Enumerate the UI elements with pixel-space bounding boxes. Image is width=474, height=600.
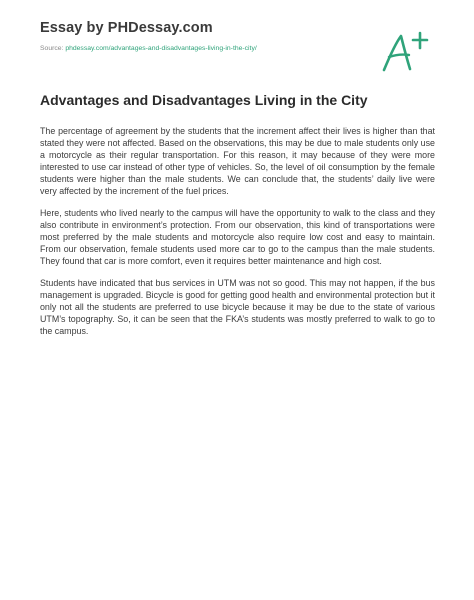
essay-paragraph: Here, students who lived nearly to the campus will have the opportunity to walk to the class and they also contribute in environment’s protection. From our observation, this kind of transportations were most preferred by the male students and motorcycle also require low cost and easy to maintain. From our observation, female students used more car to go to the campus than the male students. They found that car is more comfort, even it requires better maintenance and high cost. [40, 208, 435, 266]
site-brand: Essay by PHDessay.com [40, 20, 213, 36]
source-label: Source: [40, 45, 66, 52]
essay-body [40, 125, 435, 347]
essay-paragraph: Students have indicated that bus services in UTM was not so good. This may not happen, if the bus management is upgraded. Bicycle is good for getting good health and environmental protection but it only not all the students are preferred to use bicycle because it may be due to the state of various UTM’s topography. So, it can be seen that the FKA’s students was mostly preferred to walk to go to the campus. [40, 278, 435, 336]
a-plus-grade-icon [380, 30, 430, 74]
source-link[interactable]: phdessay.com/advantages-and-disadvantages-living-in-the-city/ [65, 45, 257, 52]
source-line [40, 45, 257, 52]
essay-title: Advantages and Disadvantages Living in the City [40, 92, 368, 108]
essay-paragraph: The percentage of agreement by the students that the increment affect their lives is higher than that stated they were not affected. Based on the observations, this may be due to male students only use a motorcycle as their regular transportation. For this reason, it may because of they were more interested to use car instead of other type of vehicles. So, the level of oil consumption by the female students were higher than the male students. We can conclude that, the students’ daily live were very affected by the increment of the fuel prices. [40, 126, 435, 196]
